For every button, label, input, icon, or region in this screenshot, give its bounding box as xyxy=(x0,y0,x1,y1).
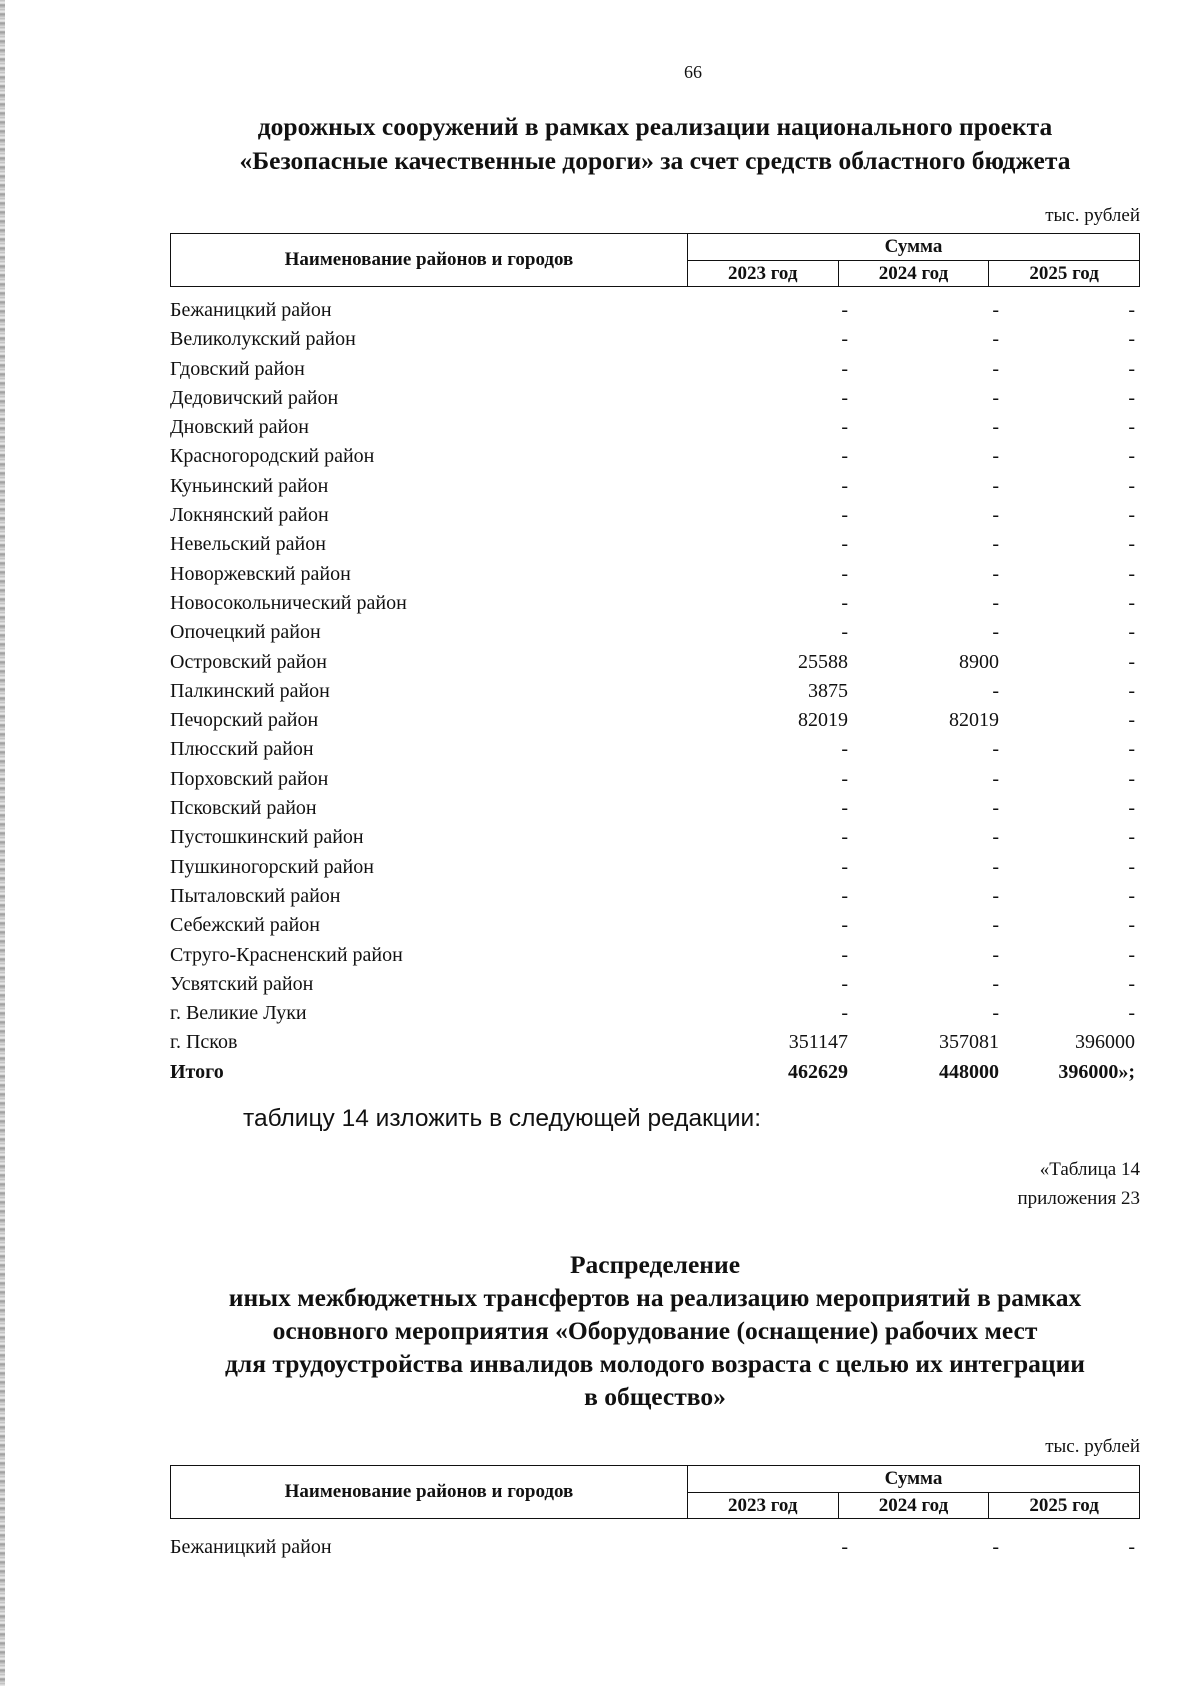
value-2025-cell: - xyxy=(1128,1536,1135,1558)
row-name-cell: Гдовский район xyxy=(170,357,305,380)
value-2025-cell: 396000»; xyxy=(1058,1060,1135,1083)
table-row xyxy=(170,501,1140,530)
table-row xyxy=(170,1028,1140,1057)
table-row xyxy=(170,794,1140,823)
value-2024-cell: 357081 xyxy=(939,1031,999,1054)
row-name-cell: Невельский район xyxy=(170,533,326,556)
section2-unit: тыс. рублей xyxy=(1045,1436,1140,1457)
value-2023-cell: 351147 xyxy=(788,1031,848,1054)
value-2024-cell: 448000 xyxy=(939,1060,999,1083)
section2-title-line: для трудоустройства инвалидов молодого возраста с целью их интеграции xyxy=(225,1349,1085,1378)
value-2025-cell: - xyxy=(1128,943,1135,966)
value-2024-cell: - xyxy=(992,328,999,351)
row-name-cell: Порховский район xyxy=(170,767,329,790)
value-2023-cell: - xyxy=(841,884,848,907)
value-2025-cell: - xyxy=(1128,357,1135,380)
row-name-cell: Новоржевский район xyxy=(170,562,351,585)
value-2023-cell: - xyxy=(841,1536,848,1558)
table-row xyxy=(170,882,1140,911)
value-2023-cell: - xyxy=(841,562,848,585)
value-2024-cell: - xyxy=(992,474,999,497)
section1-title-line: дорожных сооружений в рамках реализации национального проекта xyxy=(257,112,1053,141)
value-2023-cell: - xyxy=(841,474,848,497)
table-row xyxy=(170,765,1140,794)
table-row xyxy=(170,384,1140,413)
value-2024-cell: - xyxy=(992,797,999,820)
value-2023-cell: - xyxy=(841,504,848,527)
scan-edge xyxy=(0,0,5,1686)
row-name-cell: Печорский район xyxy=(170,709,319,732)
table-row xyxy=(170,999,1140,1028)
table-row xyxy=(170,355,1140,384)
value-2023-cell: 3875 xyxy=(808,679,848,702)
row-name-cell: Итого xyxy=(170,1060,224,1083)
table-row xyxy=(170,706,1140,735)
table-row xyxy=(170,823,1140,852)
section2-title-line: в общество» xyxy=(584,1382,726,1411)
section1-title xyxy=(170,110,1140,178)
value-2025-cell: - xyxy=(1128,386,1135,409)
value-2024-cell: - xyxy=(992,1002,999,1025)
row-name-cell: Псковский район xyxy=(170,797,317,820)
row-name-cell: Локнянский район xyxy=(170,504,329,527)
value-2023-cell: - xyxy=(841,914,848,937)
year-column-header: 2025 год xyxy=(989,1493,1140,1519)
value-2025-cell: - xyxy=(1128,650,1135,673)
value-2024-cell: - xyxy=(992,738,999,761)
value-2024-cell: - xyxy=(992,357,999,380)
value-2024-cell: - xyxy=(992,884,999,907)
value-2025-cell: - xyxy=(1128,767,1135,790)
row-name-cell: Плюсский район xyxy=(170,738,314,761)
value-2023-cell: - xyxy=(841,738,848,761)
value-2023-cell: - xyxy=(841,328,848,351)
value-2024-cell: - xyxy=(992,826,999,849)
value-2025-cell: - xyxy=(1128,562,1135,585)
value-2025-cell: - xyxy=(1128,709,1135,732)
value-2025-cell: - xyxy=(1128,1002,1135,1025)
value-2025-cell: - xyxy=(1128,474,1135,497)
table-row xyxy=(170,648,1140,677)
value-2024-cell: - xyxy=(992,416,999,439)
value-2024-cell: - xyxy=(992,504,999,527)
table-row xyxy=(170,677,1140,706)
section2-table-body xyxy=(170,1533,1140,1562)
table-reference-line: приложения 23 xyxy=(1017,1188,1140,1209)
row-name-cell: Себежский район xyxy=(170,914,320,937)
row-name-cell: Дновский район xyxy=(170,416,309,439)
value-2024-cell: - xyxy=(992,914,999,937)
value-2023-cell: - xyxy=(841,797,848,820)
section2-title-line: Распределение xyxy=(569,1250,741,1279)
row-name-cell: Опочецкий район xyxy=(170,621,321,644)
year-column-header: 2023 год xyxy=(687,1493,838,1519)
table-row xyxy=(170,442,1140,471)
value-2023-cell: - xyxy=(841,416,848,439)
value-2025-cell: - xyxy=(1128,972,1135,995)
value-2023-cell: - xyxy=(841,621,848,644)
table-row xyxy=(170,472,1140,501)
value-2025-cell: - xyxy=(1128,299,1135,321)
value-2024-cell: - xyxy=(992,1536,999,1558)
year-column-header: 2024 год xyxy=(838,261,989,287)
table-row xyxy=(170,413,1140,442)
table-row xyxy=(170,970,1140,999)
value-2024-cell: - xyxy=(992,621,999,644)
value-2024-cell: - xyxy=(992,562,999,585)
value-2025-cell: - xyxy=(1128,797,1135,820)
year-column-header: 2023 год xyxy=(687,261,838,287)
sum-column-header: Сумма xyxy=(687,234,1139,261)
row-name-cell: Бежаницкий район xyxy=(170,299,332,321)
value-2023-cell: - xyxy=(841,767,848,790)
section1-unit: тыс. рублей xyxy=(1045,205,1140,226)
row-name-cell: Новосокольнический район xyxy=(170,591,407,614)
value-2024-cell: - xyxy=(992,533,999,556)
row-name-cell: Пушкиногорский район xyxy=(170,855,374,878)
value-2023-cell: - xyxy=(841,357,848,380)
value-2024-cell: 82019 xyxy=(949,709,999,732)
value-2024-cell: - xyxy=(992,679,999,702)
table-row xyxy=(170,325,1140,354)
value-2025-cell: - xyxy=(1128,884,1135,907)
value-2025-cell: - xyxy=(1128,533,1135,556)
value-2025-cell: - xyxy=(1128,328,1135,351)
table-row xyxy=(170,1533,1140,1562)
name-column-header: Наименование районов и городов xyxy=(171,234,688,287)
section2-title xyxy=(170,1248,1140,1413)
page-number: 66 xyxy=(684,62,702,82)
section2-title-line: основного мероприятия «Оборудование (оснащение) рабочих мест xyxy=(272,1316,1038,1345)
value-2023-cell: - xyxy=(841,972,848,995)
value-2025-cell: - xyxy=(1128,738,1135,761)
value-2024-cell: 8900 xyxy=(959,650,999,673)
value-2023-cell: - xyxy=(841,1002,848,1025)
sum-column-header: Сумма xyxy=(687,1466,1139,1493)
value-2025-cell: - xyxy=(1128,679,1135,702)
section2-table-header xyxy=(170,1465,1140,1519)
table-row xyxy=(170,618,1140,647)
instruction-text: таблицу 14 изложить в следующей редакции: xyxy=(243,1105,762,1132)
year-column-header: 2025 год xyxy=(989,261,1140,287)
row-name-cell: Великолукский район xyxy=(170,328,356,351)
value-2025-cell: - xyxy=(1128,855,1135,878)
table-row xyxy=(170,589,1140,618)
name-column-header: Наименование районов и городов xyxy=(171,1466,688,1519)
value-2023-cell: - xyxy=(841,533,848,556)
year-column-header: 2024 год xyxy=(838,1493,989,1519)
row-name-cell: Куньинский район xyxy=(170,474,329,497)
value-2023-cell: - xyxy=(841,299,848,321)
row-name-cell: Пустошкинский район xyxy=(170,826,364,849)
value-2024-cell: - xyxy=(992,943,999,966)
value-2023-cell: 25588 xyxy=(798,650,848,673)
row-name-cell: Бежаницкий район xyxy=(170,1536,332,1558)
value-2024-cell: - xyxy=(992,445,999,468)
table-total-row xyxy=(170,1058,1140,1087)
row-name-cell: г. Псков xyxy=(170,1031,238,1054)
value-2024-cell: - xyxy=(992,972,999,995)
table-row xyxy=(170,941,1140,970)
row-name-cell: Пыталовский район xyxy=(170,884,341,907)
table-row xyxy=(170,911,1140,940)
value-2024-cell: - xyxy=(992,386,999,409)
section1-title-line: «Безопасные качественные дороги» за счет средств областного бюджета xyxy=(239,146,1071,175)
value-2023-cell: 82019 xyxy=(798,709,848,732)
value-2023-cell: - xyxy=(841,591,848,614)
value-2025-cell: - xyxy=(1128,621,1135,644)
value-2024-cell: - xyxy=(992,299,999,321)
value-2023-cell: - xyxy=(841,386,848,409)
row-name-cell: Дедовичский район xyxy=(170,386,339,409)
value-2023-cell: - xyxy=(841,445,848,468)
section1-table-body xyxy=(170,296,1140,1087)
value-2025-cell: - xyxy=(1128,914,1135,937)
table-row xyxy=(170,853,1140,882)
section2-title-line: иных межбюджетных трансфертов на реализацию мероприятий в рамках xyxy=(228,1283,1082,1312)
row-name-cell: Островский район xyxy=(170,650,327,673)
value-2025-cell: - xyxy=(1128,504,1135,527)
row-name-cell: г. Великие Луки xyxy=(170,1002,307,1025)
value-2024-cell: - xyxy=(992,767,999,790)
section1-table-header xyxy=(170,233,1140,287)
value-2025-cell: - xyxy=(1128,416,1135,439)
value-2025-cell: - xyxy=(1128,826,1135,849)
row-name-cell: Струго-Красненский район xyxy=(170,943,403,966)
row-name-cell: Усвятский район xyxy=(170,972,314,995)
value-2023-cell: - xyxy=(841,855,848,878)
table-row xyxy=(170,296,1140,325)
value-2024-cell: - xyxy=(992,591,999,614)
table-reference-line: «Таблица 14 xyxy=(1039,1159,1140,1180)
value-2023-cell: 462629 xyxy=(788,1060,848,1083)
table-reference xyxy=(1018,1155,1140,1213)
value-2025-cell: - xyxy=(1128,445,1135,468)
value-2023-cell: - xyxy=(841,826,848,849)
table-row xyxy=(170,735,1140,764)
row-name-cell: Красногородский район xyxy=(170,445,375,468)
value-2025-cell: - xyxy=(1128,591,1135,614)
table-row xyxy=(170,560,1140,589)
value-2024-cell: - xyxy=(992,855,999,878)
table-row xyxy=(170,530,1140,559)
value-2025-cell: 396000 xyxy=(1075,1031,1135,1054)
row-name-cell: Палкинский район xyxy=(170,679,330,702)
value-2023-cell: - xyxy=(841,943,848,966)
